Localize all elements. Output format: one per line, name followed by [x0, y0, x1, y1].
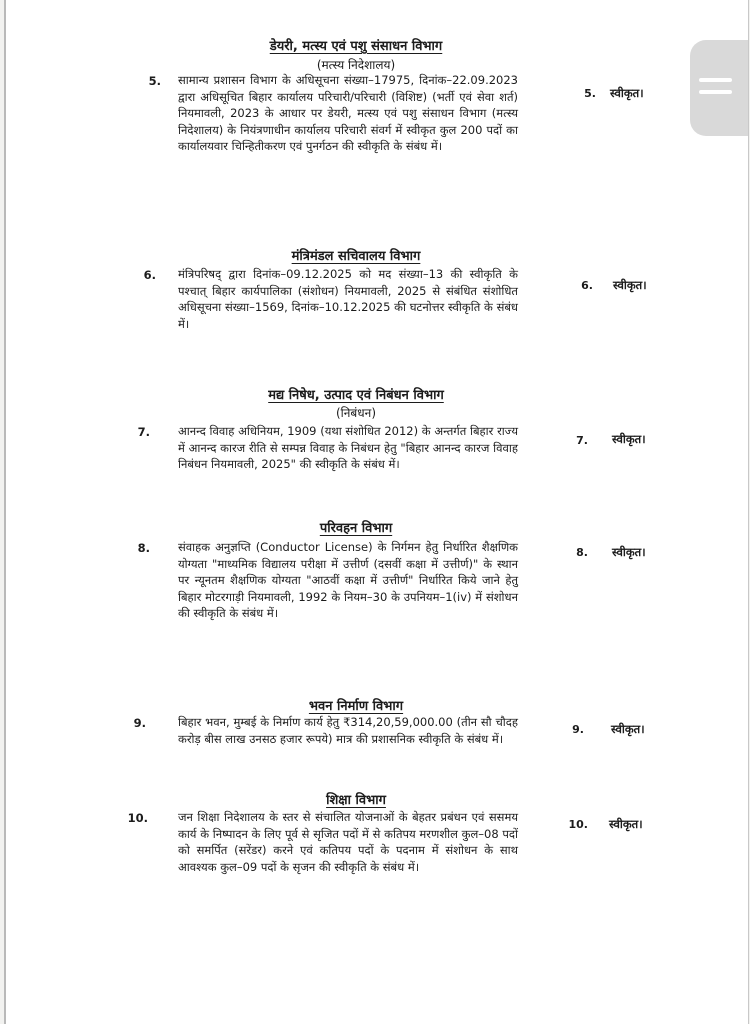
item-number: 10.: [127, 811, 148, 825]
item-text: संवाहक अनुज्ञप्ति (Conductor License) के निर्गमन हेतु निर्धारित शैक्षणिक योग्यता "माध्यमिक विद्यालय परीक्षा में उत्तीर्ण (दसवीं कक्षा में उत्तीर्ण)" के स्थान पर न्यूनतम शैक्षणिक योग्यता "आठवीं कक्षा में उत्तीर्ण" निर्धारित किये जाने हेतु बिहार मोटरगाड़ी नियमावली, 1992 के नियम–30 के उपनियम–1(iv) में संशोधन की स्वीकृति के संबंध में।: [178, 540, 518, 621]
decision-status: स्वीकृत।: [612, 545, 646, 559]
item-number: 8.: [137, 541, 150, 555]
decision-status: स्वीकृत।: [611, 722, 645, 736]
hamburger-menu-icon: [690, 40, 748, 136]
hamburger-menu-button[interactable]: [690, 40, 748, 136]
decision-number: 8.: [576, 546, 588, 559]
department-heading: भवन निर्माण विभाग: [308, 699, 404, 714]
decision-number: 9.: [572, 723, 584, 736]
item-number: 5.: [148, 74, 161, 88]
decision-status: स्वीकृत।: [612, 432, 646, 446]
decision-number: 7.: [576, 434, 588, 447]
item-text: सामान्य प्रशासन विभाग के अधिसूचना संख्या–17975, दिनांक–22.09.2023 द्वारा अधिसूचित बिहार कार्यालय परिचारी/परिचारी (विशिष्ट) (भर्ती एवं सेवा शर्त) नियमावली, 2023 के आधार पर डेयरी, मत्स्य एवं पशु संसाधन विभाग (मत्स्य निदेशालय) के नियंत्रणाधीन कार्यालय परिचारी संवर्ग में स्वीकृत कुल 200 पदों का कार्यालयवार चिन्हितीकरण एवं पुनर्गठन की स्वीकृति के संबंध में।: [178, 73, 518, 154]
decision-status: स्वीकृत।: [613, 278, 647, 292]
item-text: बिहार भवन, मुम्बई के निर्माण कार्य हेतु ₹314,20,59,000.00 (तीन सौ चौदह करोड़ बीस लाख उनसठ हजार रूपये) मात्र की प्रशासनिक स्वीकृति के संबंध में।: [178, 715, 518, 746]
department-heading: शिक्षा विभाग: [326, 793, 386, 808]
document-page: [4, 0, 749, 1024]
subdepartment-heading: (मत्स्य निदेशालय): [316, 58, 396, 72]
item-text: मंत्रिपरिषद् द्वारा दिनांक–09.12.2025 को मद संख्या–13 की स्वीकृति के पश्चात् बिहार कार्यपालिका (संशोधन) नियमावली, 2025 से संबंधित संशोधित अधिसूचना संख्या–1569, दिनांक–10.12.2025 की घटनोत्तर स्वीकृति के संबंध में।: [178, 267, 518, 331]
decision-number: 5.: [584, 87, 596, 100]
department-heading: डेयरी, मत्स्य एवं पशु संसाधन विभाग: [269, 39, 443, 54]
department-heading: परिवहन विभाग: [319, 521, 393, 536]
department-heading: मद्य निषेध, उत्पाद एवं निबंधन विभाग: [268, 388, 444, 403]
decision-number: 10.: [568, 818, 588, 831]
item-number: 6.: [143, 268, 156, 282]
item-text: जन शिक्षा निदेशालय के स्तर से संचालित योजनाओं के बेहतर प्रबंधन एवं ससमय कार्य के निष्पादन के लिए पूर्व से सृजित पदों में से कतिपय मरणशील कुल–08 पदों को समर्पित (सरेंडर) करने एवं कतिपय पदों के पदनाम में संशोधन के साथ आवश्यक कुल–09 पदों के सृजन की स्वीकृति के संबंध में।: [178, 810, 518, 874]
decision-status: स्वीकृत।: [609, 817, 643, 831]
item-number: 9.: [133, 716, 146, 730]
decision-number: 6.: [581, 279, 593, 292]
department-heading: मंत्रिमंडल सचिवालय विभाग: [291, 249, 421, 264]
item-number: 7.: [137, 425, 150, 439]
subdepartment-heading: (निबंधन): [335, 406, 377, 420]
decision-status: स्वीकृत।: [610, 86, 644, 100]
item-text: आनन्द विवाह अधिनियम, 1909 (यथा संशोधित 2012) के अन्तर्गत बिहार राज्य में आनन्द कारज रीति से सम्पन्न विवाह के निबंधन हेतु "बिहार आनन्द कारज विवाह निबंधन नियमावली, 2025" की स्वीकृति के संबंध में।: [178, 424, 518, 472]
